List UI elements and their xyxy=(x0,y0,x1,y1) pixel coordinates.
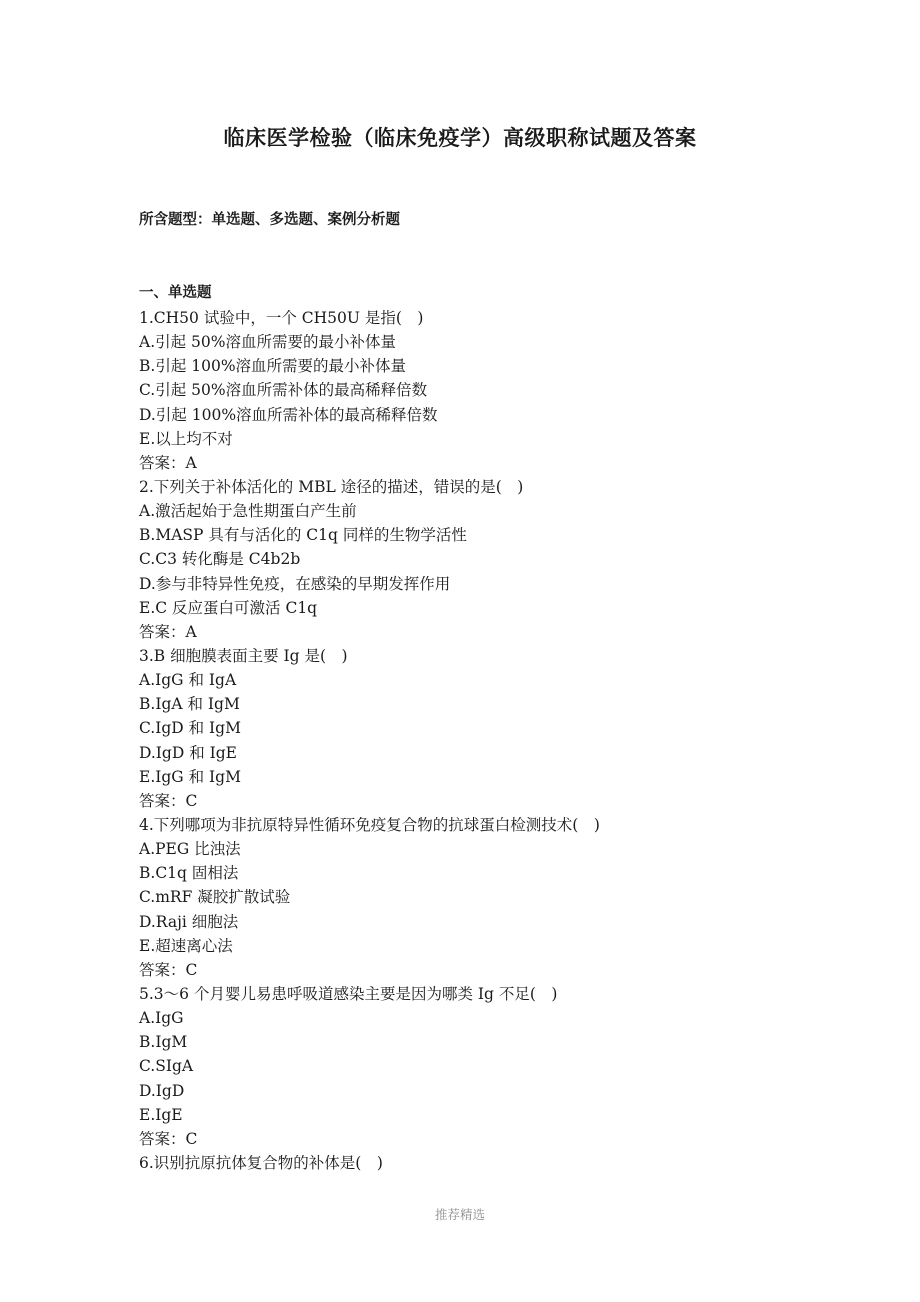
option-b: B.IgM xyxy=(139,1033,188,1052)
question-types-line: 所含题型：单选题、多选题、案例分析题 xyxy=(139,212,400,228)
option-c: C.引起 50%溶血所需补体的最高稀释倍数 xyxy=(139,381,428,400)
question-stem: 2.下列关于补体活化的 MBL 途径的描述，错误的是( ) xyxy=(139,477,524,496)
option-e: E.以上均不对 xyxy=(139,429,233,448)
answer-line: 答案：A xyxy=(139,453,197,472)
option-c: C.C3 转化酶是 C4b2b xyxy=(139,550,301,569)
answer-line: 答案：C xyxy=(139,791,198,810)
option-d: D.Raji 细胞法 xyxy=(139,912,239,931)
question-stem: 5.3～6 个月婴儿易患呼吸道感染主要是因为哪类 Ig 不足( ) xyxy=(139,984,558,1003)
option-e: E.C 反应蛋白可激活 C1q xyxy=(139,598,318,617)
question-stem: 3.B 细胞膜表面主要 Ig 是( ) xyxy=(139,646,348,665)
option-d: D.IgD xyxy=(139,1081,185,1100)
option-d: D.IgD 和 IgE xyxy=(139,743,237,762)
option-b: B.MASP 具有与活化的 C1q 同样的生物学活性 xyxy=(139,526,467,545)
answer-line: 答案：C xyxy=(139,960,198,979)
option-a: A.PEG 比浊法 xyxy=(139,840,241,859)
option-b: B.IgA 和 IgM xyxy=(139,695,240,714)
option-b: B.C1q 固相法 xyxy=(139,864,239,883)
question-stem: 6.识别抗原抗体复合物的补体是( ) xyxy=(139,1153,383,1172)
answer-line: 答案：A xyxy=(139,622,197,641)
option-d: D.引起 100%溶血所需补体的最高稀释倍数 xyxy=(139,405,438,424)
option-c: C.SIgA xyxy=(139,1057,194,1076)
option-a: A.引起 50%溶血所需要的最小补体量 xyxy=(139,333,396,352)
document-title: 临床医学检验（临床免疫学）高级职称试题及答案 xyxy=(223,126,697,150)
option-b: B.引起 100%溶血所需要的最小补体量 xyxy=(139,357,407,376)
option-c: C.IgD 和 IgM xyxy=(139,719,241,738)
question-stem: 1.CH50 试验中，一个 CH50U 是指( ) xyxy=(139,309,424,327)
option-e: E.超速离心法 xyxy=(139,936,233,955)
page-footer: 推荐精选 xyxy=(434,1207,485,1222)
option-a: A.激活起始于急性期蛋白产生前 xyxy=(139,502,357,521)
option-c: C.mRF 凝胶扩散试验 xyxy=(139,888,291,907)
option-a: A.IgG 和 IgA xyxy=(139,671,237,690)
option-e: E.IgG 和 IgM xyxy=(139,767,241,786)
option-d: D.参与非特异性免疫，在感染的早期发挥作用 xyxy=(139,574,451,593)
question-stem: 4.下列哪项为非抗原特异性循环免疫复合物的抗球蛋白检测技术( ) xyxy=(139,815,600,834)
option-a: A.IgG xyxy=(139,1009,184,1028)
question-list xyxy=(139,306,819,1175)
answer-line: 答案：C xyxy=(139,1129,198,1148)
section-heading: 一、单选题 xyxy=(139,285,212,301)
option-e: E.IgE xyxy=(139,1105,183,1124)
